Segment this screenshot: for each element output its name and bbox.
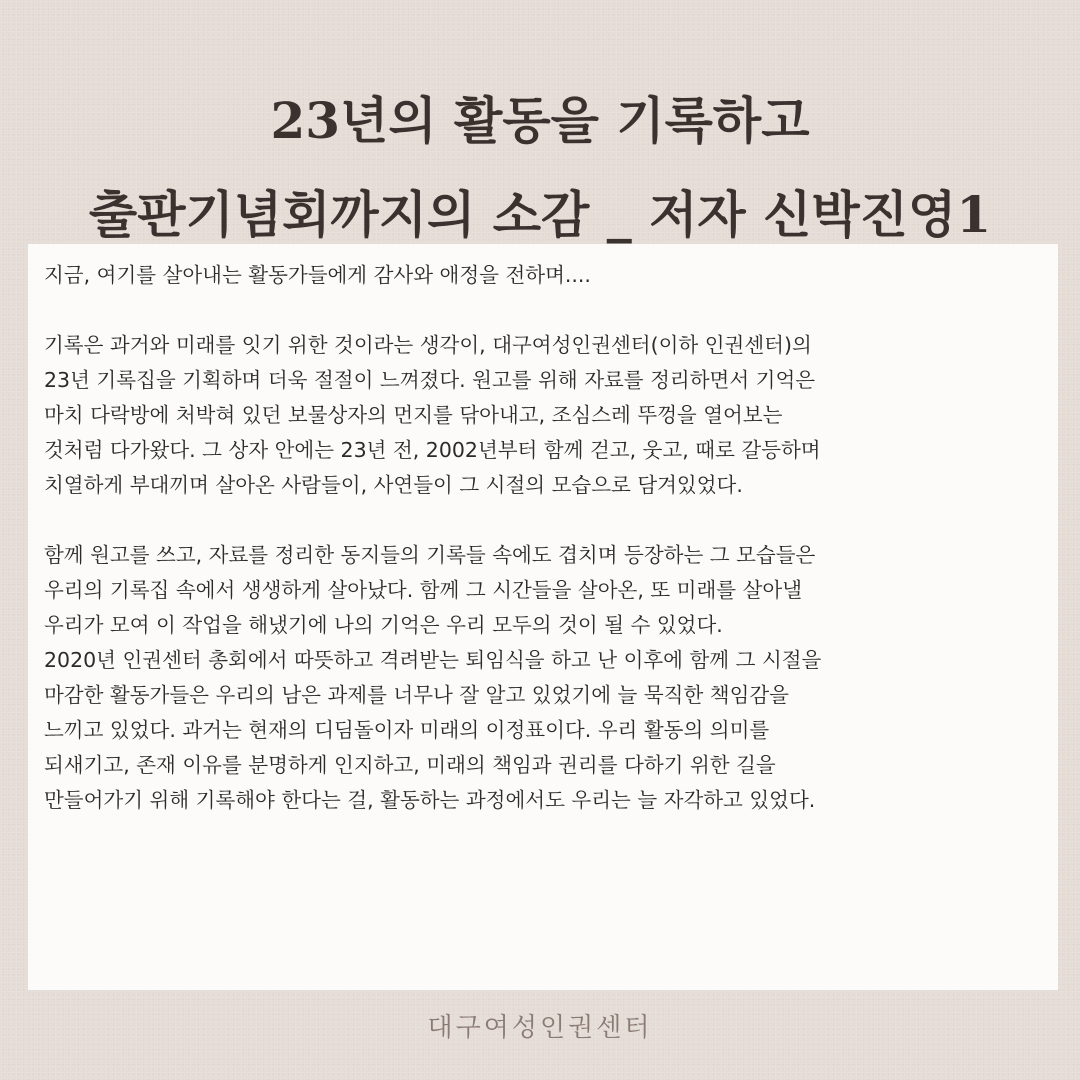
content-card (28, 244, 1058, 990)
paragraph-spacer (44, 293, 1046, 328)
paragraph-spacer (44, 503, 1046, 538)
body-paragraph-1: 기록은 과거와 미래를 잇기 위한 것이라는 생각이, 대구여성인권센터(이하 인권센터)의 23년 기록집을 기획하며 더욱 절절이 느껴졌다. 원고를 위해 자료를 정리하면서 기억은 마치 다락방에 처박혀 있던 보물상자의 먼지를 닦아내고, 조심스레 뚜껑을 열어보는 것처럼 다가왔다. 그 상자 안에는 23년 전, 2002년부터 함께 걷고, 웃고, 때로 갈등하며 치열하게 부대끼며 살아온 사람들이, 사연들이 그 시절의 모습으로 담겨있었다. (44, 333, 821, 497)
page-title (0, 74, 1080, 262)
title-line-1: 23년의 활동을 기록하고 (270, 90, 810, 150)
body-paragraph-2: 함께 원고를 쓰고, 자료를 정리한 동지들의 기록들 속에도 겹치며 등장하는 그 모습들은 우리의 기록집 속에서 생생하게 살아났다. 함께 그 시간들을 살아온, 또 미래를 살아낼 우리가 모여 이 작업을 해냈기에 나의 기억은 우리 모두의 것이 될 수 있었다. 2020년 인권센터 총회에서 따뜻하고 격려받는 퇴임식을 하고 난 이후에 함께 그 시절을 마감한 활동가들은 우리의 남은 과제를 너무나 잘 알고 있었기에 늘 묵직한 책임감을 느끼고 있었다. 과거는 현재의 디딤돌이자 미래의 이정표이다. 우리 활동의 의미를 되새기고, 존재 이유를 분명하게 인지하고, 미래의 책임과 권리를 다하기 위한 길을 만들어가기 위해 기록해야 한다는 걸, 활동하는 과정에서도 우리는 늘 자각하고 있었다. (44, 543, 822, 812)
title-line-2: 출판기념회까지의 소감 _ 저자 신박진영1 (88, 184, 992, 244)
greeting-paragraph: 지금, 여기를 살아내는 활동가들에게 감사와 애정을 전하며.... (44, 263, 591, 287)
footer-organization: 대구여성인권센터 (427, 1013, 653, 1043)
